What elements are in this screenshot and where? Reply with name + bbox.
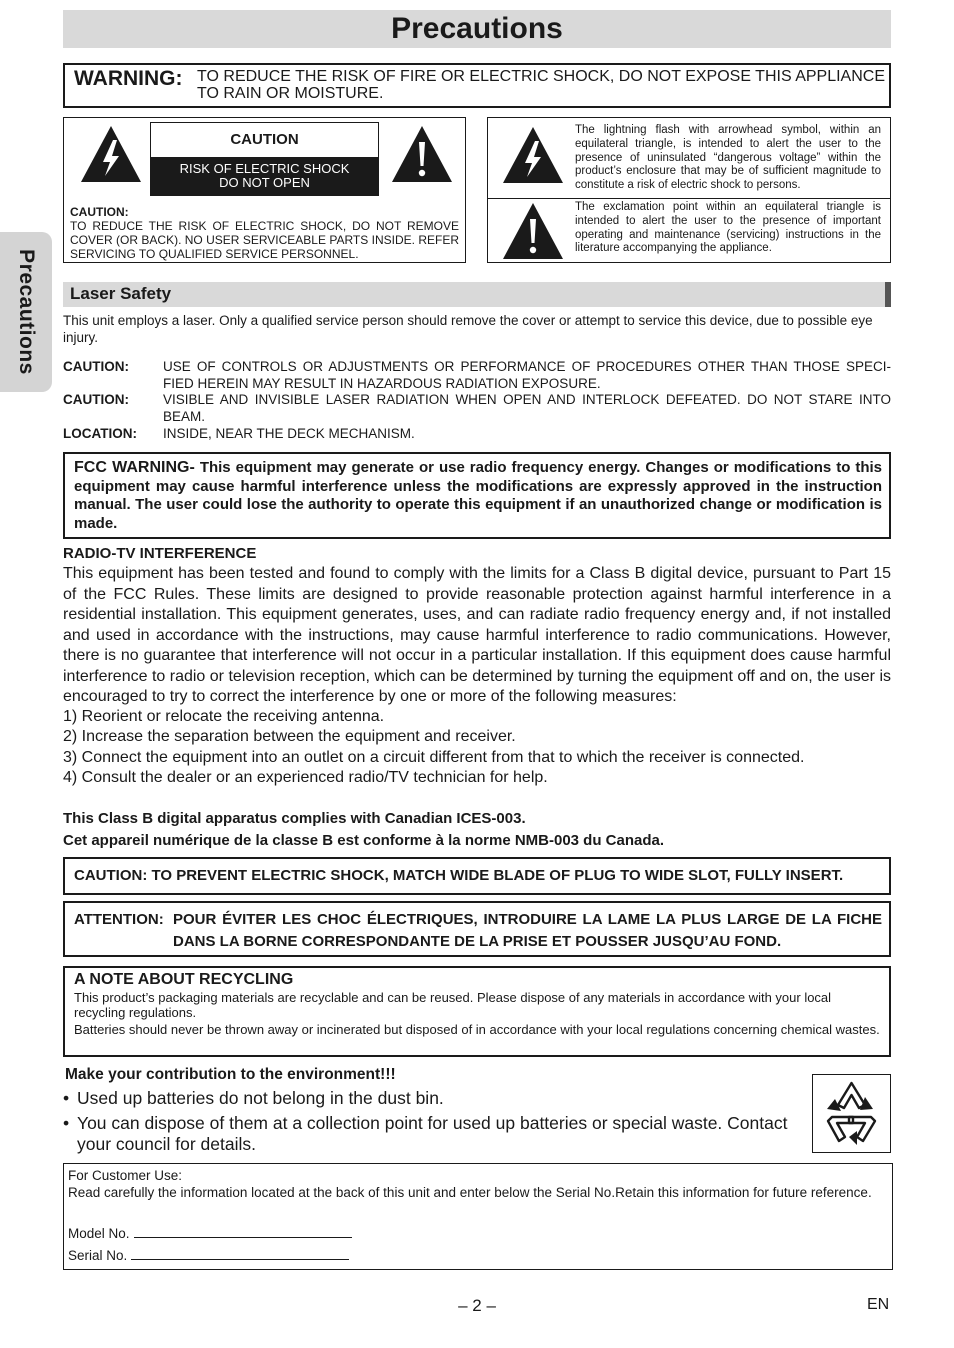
recycling-para-2: Batteries should never be thrown away or incinerated but disposed of in accordance with your local regulations concerning chemical wastes. [74, 1022, 880, 1037]
lightning-explanation-text: The lightning flash with arrowhead symbol, within an equilateral triangle, is intended to alert the user to the presence of uninsulated “dangerous voltage” within the product’s enclosure that may be of sufficient magnitude to constitute a risk of electric shock to persons. [575, 124, 881, 192]
laser-location-label: LOCATION: [63, 426, 137, 441]
caution-small-text: TO REDUCE THE RISK OF ELECTRIC SHOCK, DO NOT REMOVE COVER (OR BACK). NO USER SERVICEABLE PARTS INSIDE. REFER SERVICING TO QUALIFIED SERVICE PERSONNEL. [70, 219, 459, 261]
fcc-warning-body: This equipment may generate or use radio frequency energy. Changes or modifications to this equipment may cause harmful interference unless the modifications are expressly approved in the instruction manual. The user could lose the authority to operate this equipment if an unauthorized change or modification is made. [74, 459, 883, 532]
symbol-explanations-box [487, 117, 891, 263]
attention-label: ATTENTION: [74, 911, 164, 928]
exclamation-warning-icon [501, 201, 565, 261]
side-tab-label: Precautions [15, 249, 38, 375]
page-title: Precautions [63, 10, 891, 48]
electric-shock-warning-icon [79, 124, 143, 184]
recycling-heading: A NOTE ABOUT RECYCLING [74, 971, 294, 988]
list-item: 3) Connect the equipment into an outlet on a circuit different from that to which the receiver is connected. [63, 748, 805, 766]
environment-list [63, 1088, 803, 1155]
recycle-logo [812, 1074, 891, 1153]
plug-caution-text: CAUTION: TO PREVENT ELECTRIC SHOCK, MATCH WIDE BLADE OF PLUG TO WIDE SLOT, FULLY INSERT. [74, 867, 844, 884]
caution-label [150, 122, 379, 196]
laser-caution-row [63, 358, 891, 392]
laser-caution-text: VISIBLE AND INVISIBLE LASER RADIATION WHEN OPEN AND INTERLOCK DEFEATED. DO NOT STARE INTO BEAM. [163, 392, 891, 424]
model-number-label: Model No. [68, 1226, 130, 1241]
risk-line-2: DO NOT OPEN [219, 175, 310, 190]
recycle-icon [813, 1075, 890, 1152]
warning-box [63, 63, 891, 108]
fcc-warning-label: FCC WARNING- [74, 459, 195, 476]
laser-location-text: INSIDE, NEAR THE DECK MECHANISM. [163, 426, 415, 441]
laser-caution-row [63, 391, 891, 425]
environment-bullet-text: You can dispose of them at a collection point for used up batteries or special waste. Contact your council for details. [77, 1113, 788, 1154]
language-code: EN [867, 1296, 890, 1313]
laser-safety-intro: This unit employs a laser. Only a qualified service person should remove the cover or attempt to service this device, due to possible eye injury. [63, 313, 873, 345]
list-item: 1) Reorient or relocate the receiving antenna. [63, 708, 385, 725]
environment-heading: Make your contribution to the environment!!! [65, 1066, 396, 1083]
canada-compliance-fr: Cet appareil numérique de la classe B est conforme à la norme NMB-003 du Canada. [63, 831, 665, 849]
serial-number-line[interactable] [131, 1246, 349, 1260]
list-item [63, 1088, 803, 1109]
radio-tv-measures [63, 707, 891, 788]
caution-label-box [63, 117, 466, 263]
model-number-line[interactable] [134, 1224, 352, 1238]
attention-body: POUR ÉVITER LES CHOC ÉLECTRIQUES, INTRODUIRE LA LAME LA PLUS LARGE DE LA FICHE DANS LA BORNE CORRESPONDANTE DE LA PRISE ET POUSSER JUSQU’AU FOND. [173, 911, 882, 950]
laser-location-row [63, 425, 891, 442]
attention-box [63, 901, 891, 957]
electric-shock-warning-icon [501, 125, 565, 185]
laser-caution-label: CAUTION: [63, 392, 129, 407]
fcc-warning-box [63, 452, 891, 539]
plug-caution-box [63, 857, 891, 895]
caution-risk-text [151, 157, 378, 195]
warning-label: WARNING: [74, 67, 183, 90]
customer-use-text: Read carefully the information located at the back of this unit and enter below the Serial No.Retain this information for future reference. [68, 1185, 872, 1200]
laser-safety-heading [63, 282, 891, 307]
list-item [63, 1113, 803, 1155]
model-number-field[interactable] [68, 1224, 352, 1241]
page-number: – 2 – [458, 1296, 496, 1315]
warning-text: TO REDUCE THE RISK OF FIRE OR ELECTRIC SHOCK, DO NOT EXPOSE THIS APPLIANCE TO RAIN OR MOISTURE. [197, 68, 885, 102]
list-item: 2) Increase the separation between the equipment and receiver. [63, 728, 516, 746]
recycling-para-1: This product’s packaging materials are recyclable and can be reused. Please dispose of any materials in accordance with your local recycling regulations. [74, 990, 832, 1021]
caution-small-title: CAUTION: [70, 205, 129, 219]
laser-caution-text: USE OF CONTROLS OR ADJUSTMENTS OR PERFORMANCE OF PROCEDURES OTHER THAN THOSE SPECI-FIED HEREIN MAY RESULT IN HAZARDOUS RADIATION EXPOSURE. [163, 359, 891, 391]
fcc-warning-text [74, 459, 882, 533]
lightning-explanation-row [488, 118, 890, 199]
serial-number-label: Serial No. [68, 1248, 128, 1263]
exclamation-explanation-row [488, 199, 890, 262]
laser-safety-heading-text: Laser Safety [70, 284, 172, 303]
canada-compliance-en: This Class B digital apparatus complies with Canadian ICES-003. [63, 810, 526, 827]
bullet-icon: • [63, 1113, 70, 1133]
radio-tv-heading: RADIO-TV INTERFERENCE [63, 545, 257, 562]
exclamation-warning-icon [390, 124, 454, 184]
list-item: 4) Consult the dealer or an experienced radio/TV technician for help. [63, 768, 548, 786]
environment-bullet-text: Used up batteries do not belong in the dust bin. [77, 1088, 444, 1108]
exclamation-explanation-text: The exclamation point within an equilateral triangle is intended to alert the user to the presence of important operating and maintenance (servicing) instructions in the literature accompanying the appliance. [575, 201, 881, 255]
caution-heading: CAUTION [230, 131, 299, 148]
customer-use-box [63, 1163, 893, 1270]
side-section-tab [0, 232, 52, 392]
serial-number-field[interactable] [68, 1246, 349, 1263]
laser-caution-label: CAUTION: [63, 359, 129, 374]
recycling-note-box [63, 966, 891, 1057]
bullet-icon: • [63, 1088, 70, 1108]
radio-tv-body: This equipment has been tested and found to comply with the limits for a Class B digital device, pursuant to Part 15 of the FCC Rules. These limits are designed to provide reasonable protection against harmful interference in a residential installation. This equipment generates, uses, and can radiate radio frequency energy and, if not installed and used in accordance with the instructions, may cause harmful interference to radio communications. However, there is no guarantee that interference will not occur in a particular installation. If this equipment does cause harmful interference to radio or television reception, which can be determined by turning the equipment off and on, the user is encouraged to try to correct the interference by one or more of the following measures: [63, 565, 891, 705]
customer-use-heading: For Customer Use: [68, 1168, 183, 1183]
canada-compliance [63, 808, 891, 851]
risk-line-1: RISK OF ELECTRIC SHOCK [179, 161, 350, 176]
